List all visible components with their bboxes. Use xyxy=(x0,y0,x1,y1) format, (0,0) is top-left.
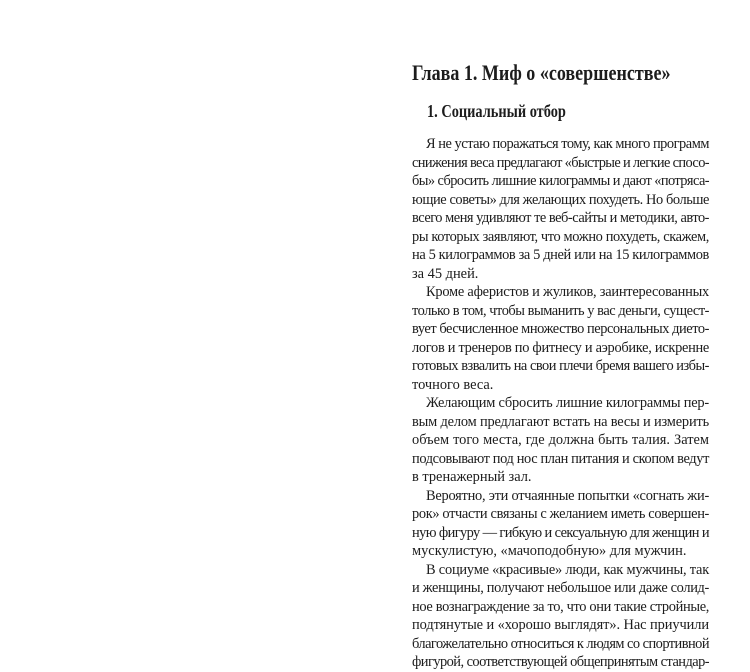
text-line: вым делом предлагают встать на весы и измерить xyxy=(412,413,709,430)
text-line: готовых взвалить на свои плечи бремя вашего избы- xyxy=(412,358,709,374)
text-line: Желающим сбросить лишние килограммы пер- xyxy=(426,395,709,411)
text-line: ющие советы» для желающих похудеть. Но больше xyxy=(412,191,709,208)
text-line: фигурой, соответствующей общепринятым стандар- xyxy=(412,654,709,670)
text-line: Кроме аферистов и жуликов, заинтересованных xyxy=(426,284,709,300)
paragraph xyxy=(412,394,709,487)
text-line: всего меня удивляют те веб-сайты и методики, авто- xyxy=(412,210,709,226)
body-text xyxy=(412,135,709,672)
text-line: подтянутые и «хорошо выглядят». Нас приучили xyxy=(412,617,709,633)
paragraph xyxy=(412,283,709,394)
text-line: за 45 дней. xyxy=(412,265,479,282)
text-line: вует бесчисленное множество персональных дието- xyxy=(412,321,709,337)
text-line: ры которых заявляют, что можно похудеть, скажем, xyxy=(412,228,709,245)
text-line: мускулистую, «мачоподобную» для мужчин. xyxy=(412,543,687,559)
paragraph xyxy=(412,487,709,561)
text-line: благожелательно относиться к людям со спортивной xyxy=(412,635,709,652)
text-line: В социуме «красивые» люди, как мужчины, так xyxy=(426,561,709,578)
text-line: подсовывают под нос план питания и скопом ведут xyxy=(412,450,709,467)
text-line: Вероятно, эти отчаянные попытки «согнать жи- xyxy=(426,487,709,504)
section-title: 1. Социальный отбор xyxy=(427,101,566,121)
text-line: на 5 килограммов за 5 дней или на 15 килограммов xyxy=(412,247,709,263)
text-line: логов и тренеров по фитнесу и аэробике, искренне xyxy=(412,339,709,356)
text-line: бы» сбросить лишние килограммы и дают «потряса- xyxy=(412,173,709,189)
text-line: объем того места, где должна быть талия. Затем xyxy=(412,432,709,448)
paragraph xyxy=(412,135,709,283)
text-line: только в том, чтобы выманить у вас деньги, сущест- xyxy=(412,302,709,319)
paragraph xyxy=(412,561,709,672)
text-line: снижения веса предлагают «быстрые и легкие спосо- xyxy=(412,154,709,171)
text-line: и женщины, получают небольшое или даже солид- xyxy=(412,580,709,596)
text-line: Я не устаю поражаться тому, как много программ xyxy=(426,136,709,152)
text-line: ное вознаграждение за то, что они такие стройные, xyxy=(412,598,709,615)
text-line: точного веса. xyxy=(412,376,494,393)
text-line: ную фигуру — гибкую и сексуальную для женщин и xyxy=(412,524,709,541)
text-line: рок» отчасти связаны с желанием иметь совершен- xyxy=(412,506,709,522)
chapter-title: Глава 1. Миф о «совершенстве» xyxy=(412,60,671,85)
book-page xyxy=(396,0,714,670)
text-line: в тренажерный зал. xyxy=(412,469,532,485)
